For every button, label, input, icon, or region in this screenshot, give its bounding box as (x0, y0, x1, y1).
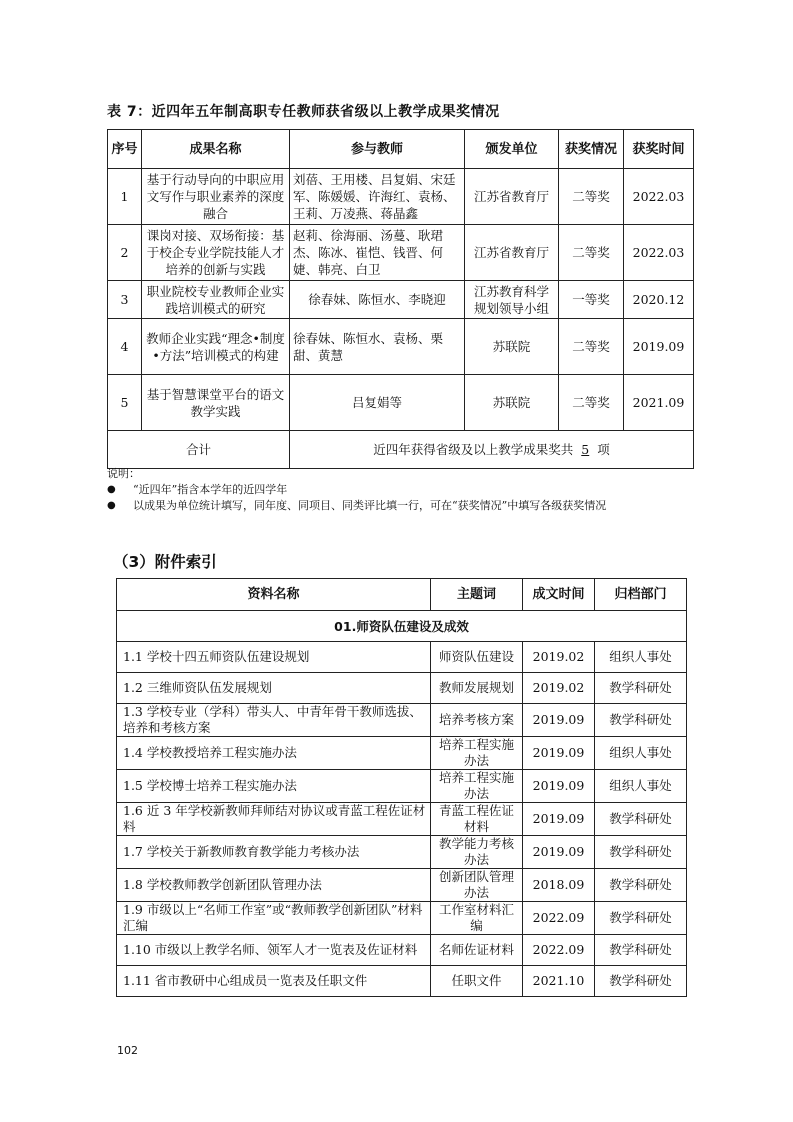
cell-date: 2020.12 (624, 281, 694, 319)
cell-index: 3 (108, 281, 142, 319)
doc-department: 教学科研处 (595, 935, 687, 966)
table7-caption: 表 7：近四年五年制高职专任教师获省级以上教学成果奖情况 (107, 104, 500, 120)
doc-keyword: 师资队伍建设 (431, 642, 523, 673)
cell-issuer: 江苏省教育厅 (465, 169, 559, 225)
doc-department: 教学科研处 (595, 704, 687, 737)
doc-name: 1.1 学校十四五师资队伍建设规划 (117, 642, 431, 673)
doc-department: 教学科研处 (595, 673, 687, 704)
note-item (107, 482, 606, 498)
cell-title: 基于智慧课堂平台的语文教学实践 (142, 375, 290, 431)
cell-teachers: 赵莉、徐海丽、汤蔓、耿珺杰、陈冰、崔恺、钱晋、何婕、韩亮、白卫 (290, 225, 465, 281)
table-row (117, 966, 687, 997)
note-text: 以成果为单位统计填写，同年度、同项目、同类评比填一行，可在“获奖情况”中填写各级获奖情况 (133, 499, 607, 512)
section-title: （3）附件索引 (113, 553, 217, 571)
bullet-icon: ● (107, 500, 116, 511)
attachment-header-row (117, 579, 687, 611)
table-row (117, 902, 687, 935)
doc-department: 组织人事处 (595, 642, 687, 673)
doc-name: 1.11 省市教研中心组成员一览表及任职文件 (117, 966, 431, 997)
cell-date: 2019.09 (624, 319, 694, 375)
group-row (117, 611, 687, 642)
header-cell: 参与教师 (290, 130, 465, 169)
doc-keyword: 工作室材料汇编 (431, 902, 523, 935)
doc-name: 1.7 学校关于新教师教育教学能力考核办法 (117, 836, 431, 869)
cell-teachers: 刘蓓、王用楼、吕复娟、宋廷军、陈媛媛、许海红、袁杨、王莉、万凌燕、蒋晶鑫 (290, 169, 465, 225)
total-count: 5 (581, 442, 590, 457)
cell-issuer: 江苏教育科学规划领导小组 (465, 281, 559, 319)
doc-name: 1.6 近 3 年学校新教师拜师结对协议或青蓝工程佐证材料 (117, 803, 431, 836)
cell-award: 二等奖 (559, 169, 624, 225)
doc-department: 教学科研处 (595, 803, 687, 836)
doc-keyword: 青蓝工程佐证材料 (431, 803, 523, 836)
header-cell: 获奖情况 (559, 130, 624, 169)
doc-name: 1.5 学校博士培养工程实施办法 (117, 770, 431, 803)
cell-index: 2 (108, 225, 142, 281)
cell-title: 职业院校专业教师企业实践培训模式的研究 (142, 281, 290, 319)
cell-award: 一等奖 (559, 281, 624, 319)
cell-issuer: 江苏省教育厅 (465, 225, 559, 281)
table-row (117, 770, 687, 803)
doc-department: 组织人事处 (595, 737, 687, 770)
table-row (117, 704, 687, 737)
doc-date: 2019.09 (523, 803, 595, 836)
header-cell: 归档部门 (595, 579, 687, 611)
table7-header-row (108, 130, 694, 169)
cell-index: 1 (108, 169, 142, 225)
note-item (107, 498, 606, 514)
header-cell: 主题词 (431, 579, 523, 611)
header-cell: 成文时间 (523, 579, 595, 611)
table-row (117, 737, 687, 770)
page-number: 102 (117, 1044, 138, 1057)
doc-date: 2019.02 (523, 673, 595, 704)
doc-date: 2019.09 (523, 770, 595, 803)
cell-date: 2022.03 (624, 169, 694, 225)
notes (107, 466, 606, 514)
table-row (117, 935, 687, 966)
table7 (107, 129, 694, 469)
cell-teachers: 徐春妹、陈恒水、袁杨、栗甜、黄慧 (290, 319, 465, 375)
cell-title: 课岗对接、双场衔接：基于校企专业学院技能人才培养的创新与实践 (142, 225, 290, 281)
note-text: “近四年”指含本学年的近四学年 (133, 483, 288, 496)
table-row (117, 673, 687, 704)
table-row (108, 375, 694, 431)
table-row (117, 803, 687, 836)
cell-date: 2021.09 (624, 375, 694, 431)
doc-keyword: 名师佐证材料 (431, 935, 523, 966)
doc-name: 1.2 三维师资队伍发展规划 (117, 673, 431, 704)
cell-title: 教师企业实践“理念•制度•方法”培训模式的构建 (142, 319, 290, 375)
doc-department: 教学科研处 (595, 902, 687, 935)
notes-title: 说明： (107, 467, 140, 480)
doc-keyword: 培养工程实施办法 (431, 737, 523, 770)
cell-award: 二等奖 (559, 225, 624, 281)
group-title: 01.师资队伍建设及成效 (117, 611, 687, 642)
doc-keyword: 教师发展规划 (431, 673, 523, 704)
doc-keyword: 创新团队管理办法 (431, 869, 523, 902)
doc-department: 组织人事处 (595, 770, 687, 803)
total-suffix: 项 (597, 442, 610, 457)
doc-name: 1.8 学校教师教学创新团队管理办法 (117, 869, 431, 902)
cell-issuer: 苏联院 (465, 319, 559, 375)
cell-teachers: 吕复娟等 (290, 375, 465, 431)
cell-award: 二等奖 (559, 319, 624, 375)
doc-date: 2022.09 (523, 935, 595, 966)
header-cell: 序号 (108, 130, 142, 169)
table-row (117, 869, 687, 902)
table-row (108, 225, 694, 281)
doc-date: 2019.09 (523, 704, 595, 737)
header-cell: 颁发单位 (465, 130, 559, 169)
cell-award: 二等奖 (559, 375, 624, 431)
header-cell: 成果名称 (142, 130, 290, 169)
table-row (108, 169, 694, 225)
doc-date: 2018.09 (523, 869, 595, 902)
cell-index: 4 (108, 319, 142, 375)
doc-name: 1.9 市级以上“名师工作室”或“教师教学创新团队”材料汇编 (117, 902, 431, 935)
total-summary (290, 431, 694, 469)
doc-date: 2019.02 (523, 642, 595, 673)
total-prefix: 近四年获得省级及以上教学成果奖共 (373, 442, 574, 457)
doc-name: 1.3 学校专业（学科）带头人、中青年骨干教师选拔、培养和考核方案 (117, 704, 431, 737)
header-cell: 获奖时间 (624, 130, 694, 169)
doc-department: 教学科研处 (595, 836, 687, 869)
doc-date: 2021.10 (523, 966, 595, 997)
table-row (117, 836, 687, 869)
total-label: 合计 (108, 431, 290, 469)
doc-department: 教学科研处 (595, 869, 687, 902)
cell-issuer: 苏联院 (465, 375, 559, 431)
doc-keyword: 教学能力考核办法 (431, 836, 523, 869)
cell-title: 基于行动导向的中职应用文写作与职业素养的深度融合 (142, 169, 290, 225)
doc-date: 2019.09 (523, 836, 595, 869)
doc-department: 教学科研处 (595, 966, 687, 997)
cell-date: 2022.03 (624, 225, 694, 281)
table-row (108, 319, 694, 375)
doc-keyword: 任职文件 (431, 966, 523, 997)
attachment-index-table (116, 578, 687, 997)
cell-teachers: 徐春妹、陈恒水、李晓迎 (290, 281, 465, 319)
bullet-icon: ● (107, 484, 116, 495)
doc-keyword: 培养考核方案 (431, 704, 523, 737)
doc-date: 2022.09 (523, 902, 595, 935)
total-row (108, 431, 694, 469)
table-row (108, 281, 694, 319)
doc-name: 1.10 市级以上教学名师、领军人才一览表及佐证材料 (117, 935, 431, 966)
cell-index: 5 (108, 375, 142, 431)
header-cell: 资料名称 (117, 579, 431, 611)
table-row (117, 642, 687, 673)
doc-keyword: 培养工程实施办法 (431, 770, 523, 803)
doc-date: 2019.09 (523, 737, 595, 770)
doc-name: 1.4 学校教授培养工程实施办法 (117, 737, 431, 770)
